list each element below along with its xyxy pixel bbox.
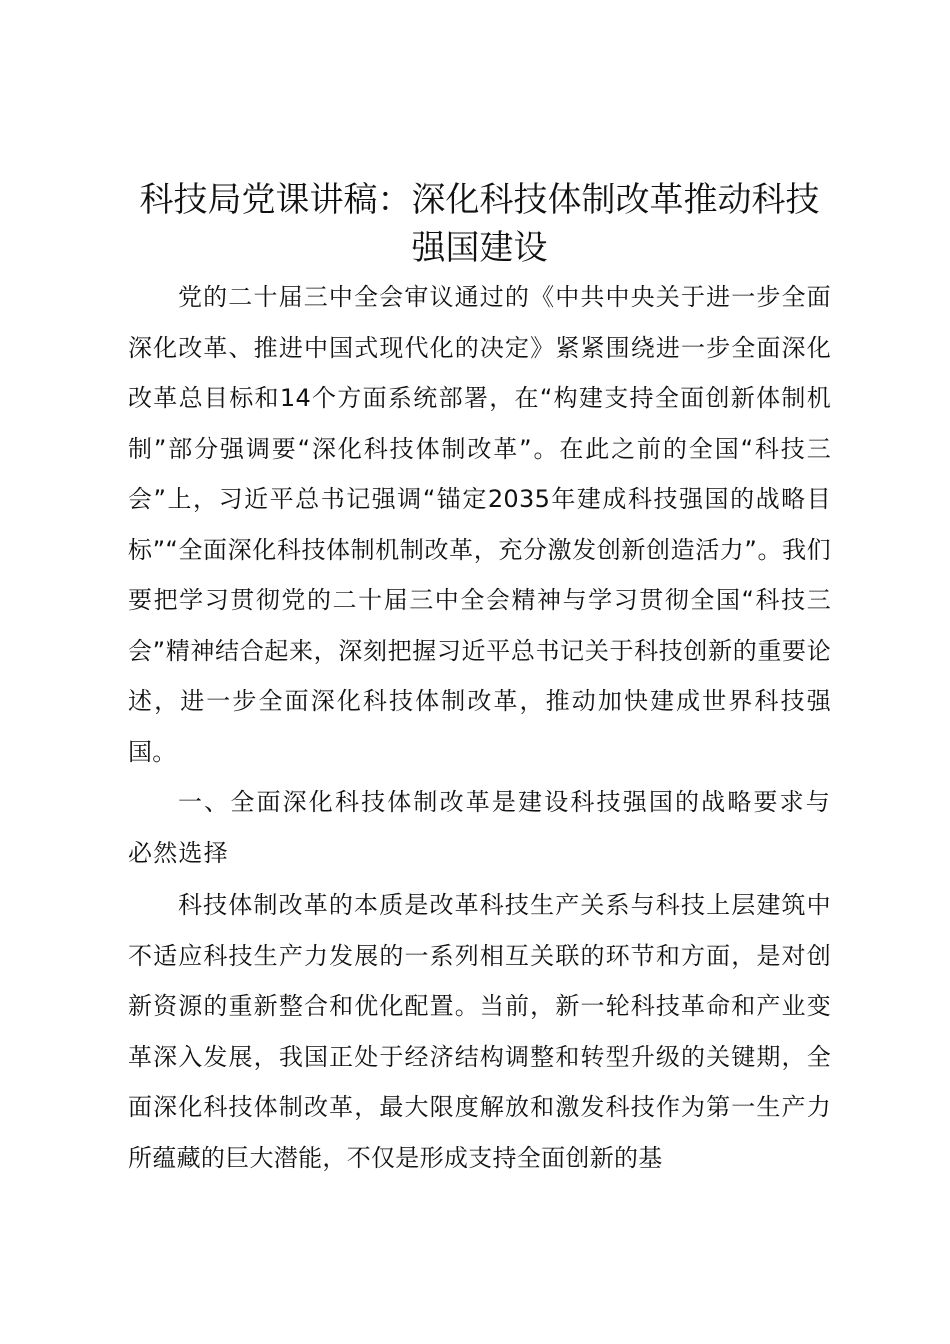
paragraph-intro: 党的二十届三中全会审议通过的《中共中央关于进一步全面深化改革、推进中国式现代化的决定》紧紧围绕进一步全面深化改革总目标和14个方面系统部署，在“构建支持全面创新体制机制”部分强调要“深化科技体制改革”。在此之前的全国“科技三会”上，习近平总书记强调“锚定2035年建成科技强国的战略目标”“全面深化科技体制机制改革，充分激发创新创造活力”。我们要把学习贯彻党的二十届三中全会精神与学习贯彻全国“科技三会”精神结合起来，深刻把握习近平总书记关于科技创新的重要论述，进一步全面深化科技体制改革，推动加快建成世界科技强国。 [128, 283, 831, 766]
document-title-line-2: 强国建设 [411, 228, 548, 268]
document-title [128, 176, 831, 272]
document-page [128, 176, 831, 1183]
section-heading-1: 一、全面深化科技体制改革是建设科技强国的战略要求与必然选择 [128, 788, 831, 867]
paragraph-body: 科技体制改革的本质是改革科技生产关系与科技上层建筑中不适应科技生产力发展的一系列相互关联的环节和方面，是对创新资源的重新整合和优化配置。当前，新一轮科技革命和产业变革深入发展，我国正处于经济结构调整和转型升级的关键期，全面深化科技体制改革，最大限度解放和激发科技作为第一生产力所蕴藏的巨大潜能，不仅是形成支持全面创新的基 [128, 891, 831, 1172]
document-title-line-1: 科技局党课讲稿：深化科技体制改革推动科技 [139, 180, 820, 220]
